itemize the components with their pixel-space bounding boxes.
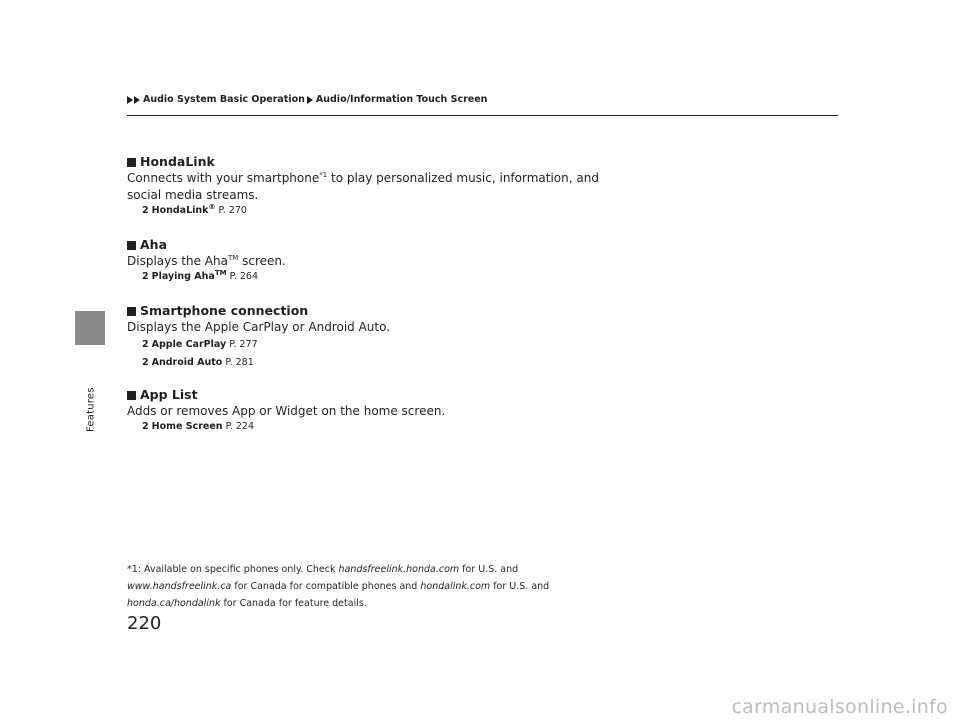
section-aha <box>127 237 647 284</box>
bullet-square-icon <box>127 158 136 167</box>
section-app-list <box>127 387 647 434</box>
watermark: carmanualsonline.info <box>731 696 948 718</box>
footnote-link[interactable]: hondalink.com <box>420 581 491 592</box>
reference-arrow-icon: 2 <box>142 421 149 432</box>
section-body: Connects with your smartphone$^{*1}$ to play personalized music, information, and social media streams. <box>127 171 599 202</box>
page-reference-link[interactable]: 2 HondaLink® P. 270 <box>142 202 247 216</box>
bullet-square-icon <box>127 391 136 400</box>
section-label: Features <box>85 387 97 432</box>
page-reference-link[interactable]: 2 Home Screen P. 224 <box>142 421 255 432</box>
reference-arrow-icon: 2 <box>142 271 149 282</box>
page-reference-link[interactable]: 2 Playing Aha™ P. 264 <box>142 268 259 282</box>
footnote-link[interactable]: honda.ca/hondalink <box>127 598 221 609</box>
breadcrumb-item-audio-system[interactable]: Audio System Basic Operation <box>143 94 305 105</box>
section-body: Displays the Apple CarPlay or Android Auto. <box>127 320 391 334</box>
footnote-link[interactable]: handsfreelink.honda.com <box>338 564 460 575</box>
bullet-square-icon <box>127 307 136 316</box>
footnote-link[interactable]: www.handsfreelink.ca <box>127 581 232 592</box>
section-heading: Smartphone connection <box>127 303 647 319</box>
breadcrumb <box>127 94 487 105</box>
section-heading: HondaLink <box>127 154 647 170</box>
breadcrumb-arrow-icon <box>307 96 313 104</box>
footnote-marker: *1 <box>319 171 328 179</box>
section-smartphone-connection <box>127 303 647 370</box>
page-number: 220 <box>127 613 162 634</box>
section-body: Adds or removes App or Widget on the home screen. <box>127 404 446 418</box>
reference-arrow-icon: 2 <box>142 339 149 350</box>
section-heading: App List <box>127 387 647 403</box>
breadcrumb-arrow-icon <box>134 96 140 104</box>
breadcrumb-arrow-icon <box>127 96 133 104</box>
section-body: Displays the Aha™ screen. <box>127 254 286 268</box>
section-tab <box>75 311 105 345</box>
main-content <box>127 154 647 434</box>
section-heading: Aha <box>127 237 647 253</box>
page-reference-link[interactable]: 2 Android Auto P. 281 <box>142 357 254 368</box>
reference-arrow-icon: 2 <box>142 357 149 368</box>
page-reference-link[interactable]: 2 Apple CarPlay P. 277 <box>142 339 258 350</box>
bullet-square-icon <box>127 241 136 250</box>
header-divider <box>127 115 838 116</box>
breadcrumb-item-touch-screen[interactable]: Audio/Information Touch Screen <box>315 94 488 105</box>
reference-arrow-icon: 2 <box>142 205 149 216</box>
footnote: *1: Available on specific phones only. Check handsfreelink.honda.com for U.S. and www.handsfreelink.ca for Canada for compatible phones and hondalink.com for U.S. and honda.ca/hondalink for Canada for feature details. <box>127 564 550 609</box>
section-hondalink <box>127 154 647 218</box>
